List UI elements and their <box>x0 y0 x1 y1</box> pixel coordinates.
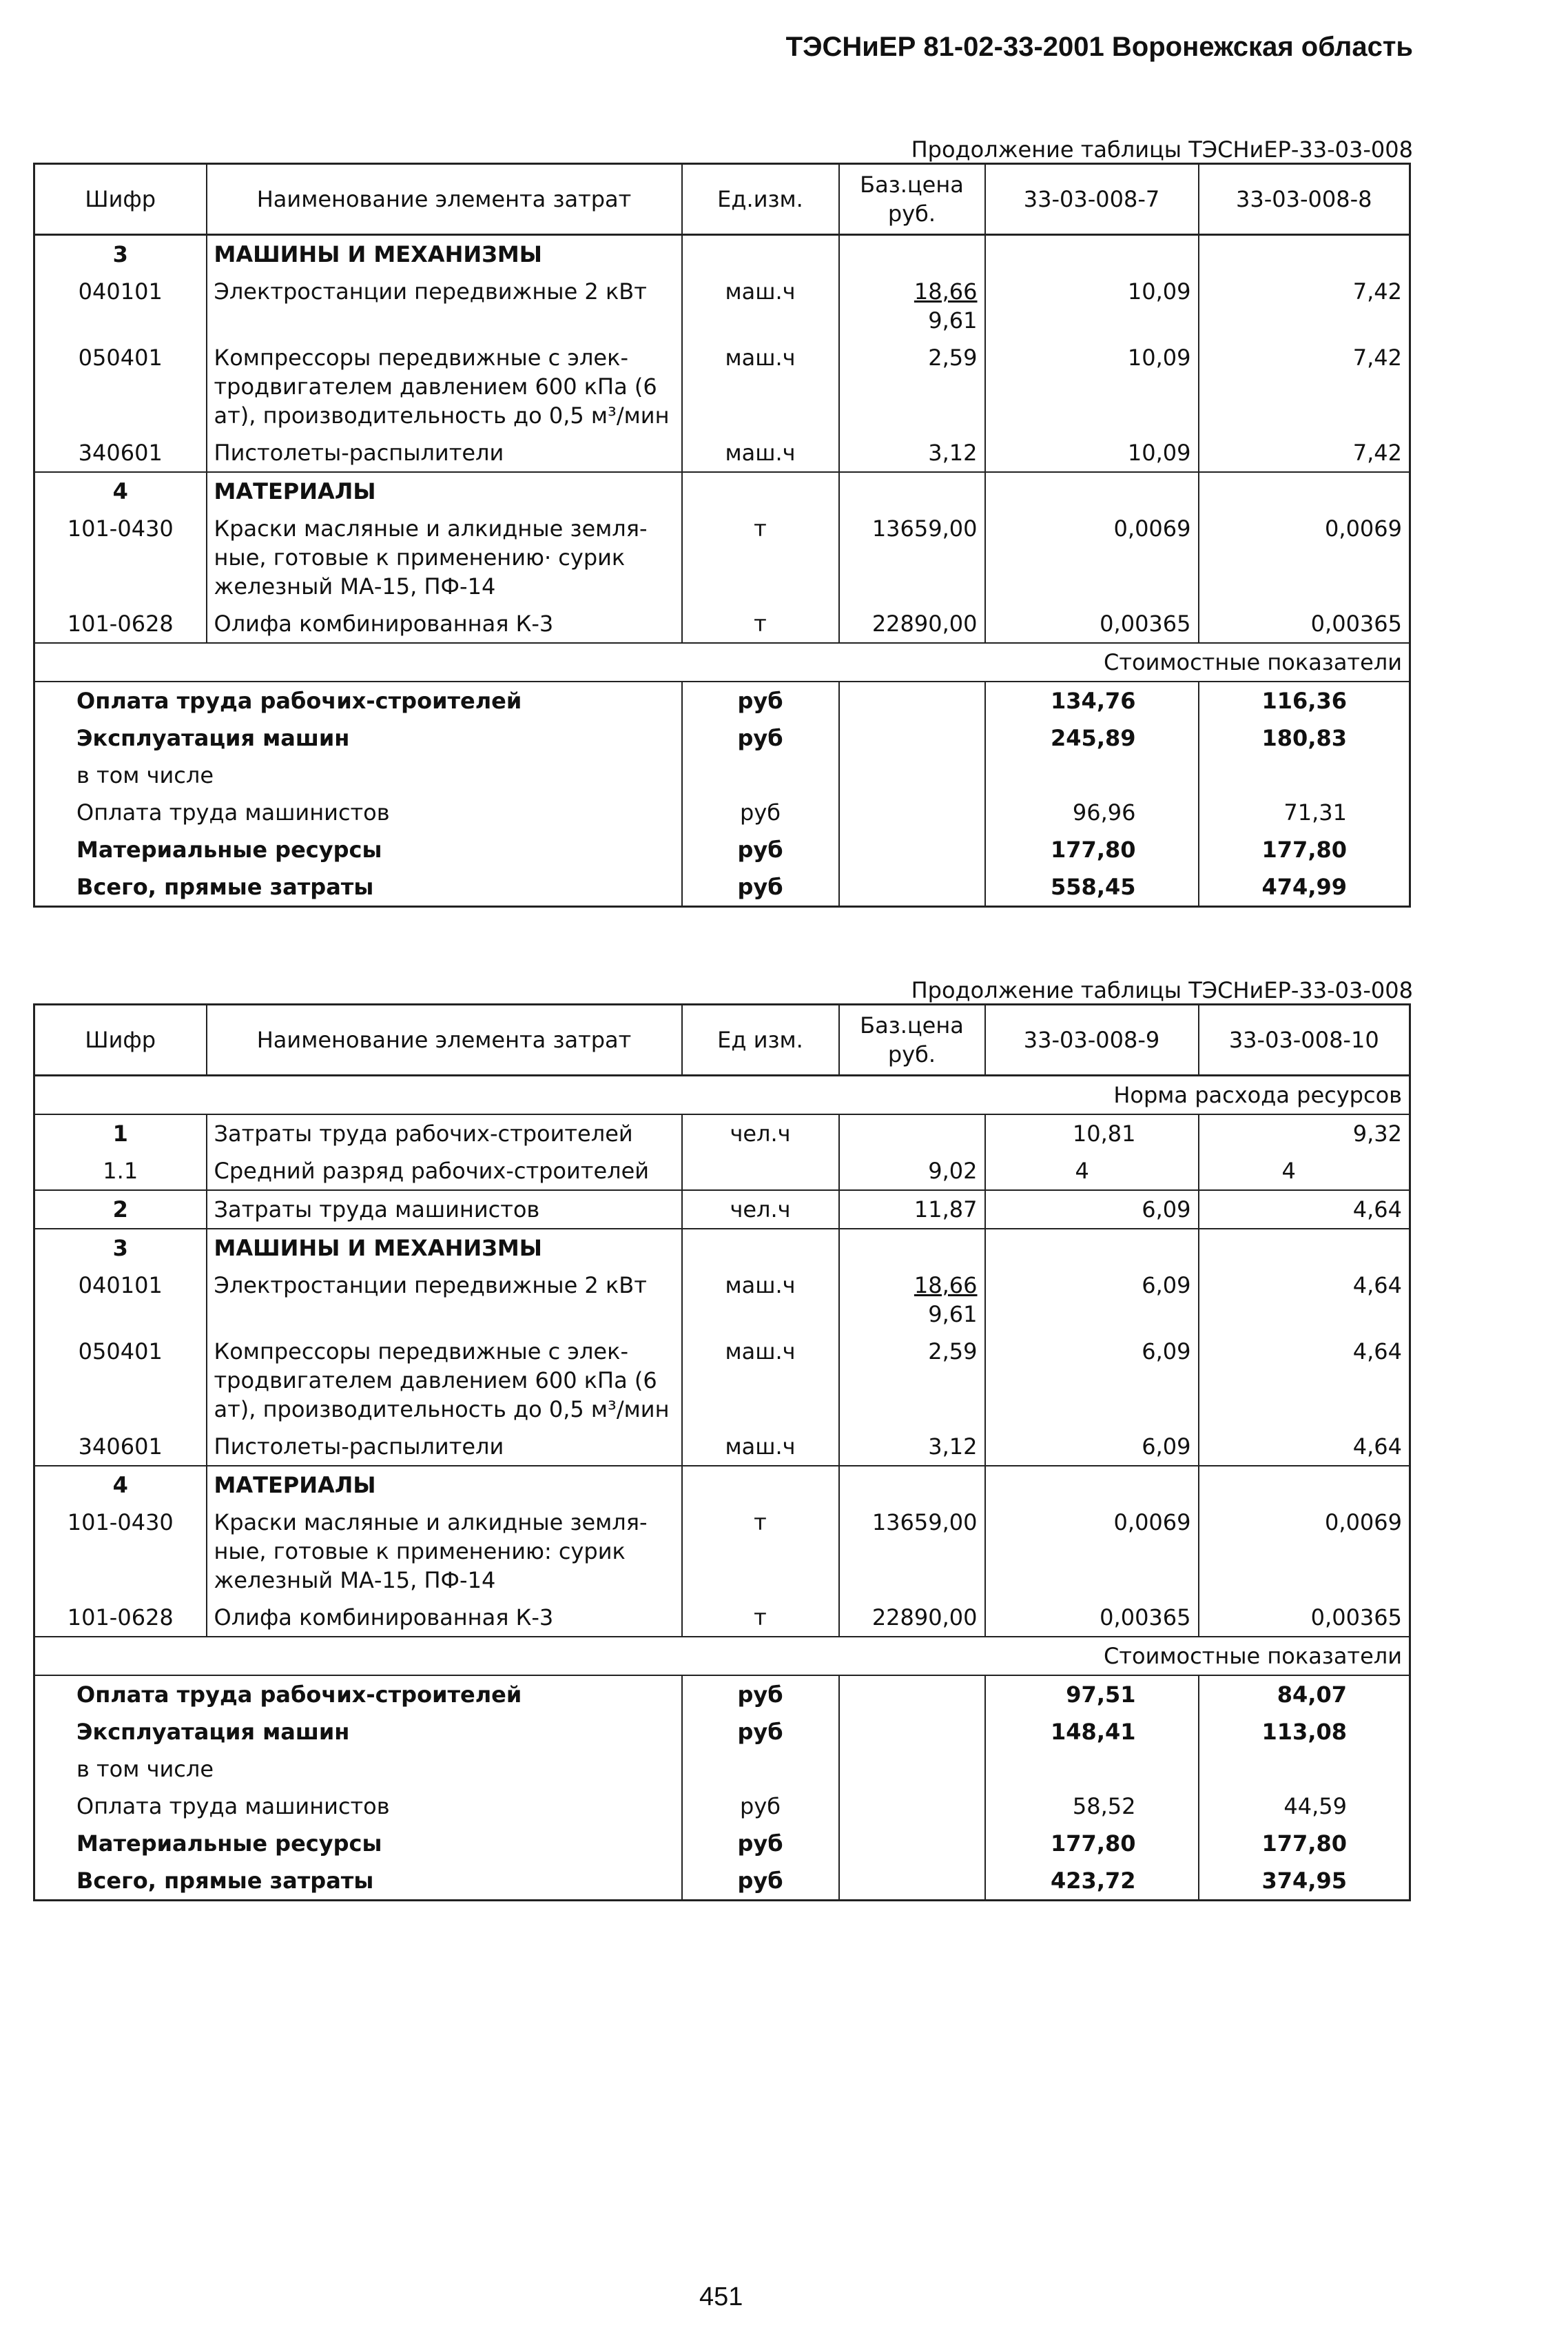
table-header-row <box>34 1005 1410 1076</box>
price-underlined: 18,66 <box>914 1272 978 1298</box>
cost-label: Эксплуатация машин <box>76 1719 350 1745</box>
cost-header: Стоимостные показатели <box>34 1637 1410 1675</box>
cost-header-row <box>34 1637 1410 1675</box>
row-price <box>839 1267 985 1333</box>
cost-label: Материальные ресурсы <box>76 837 382 863</box>
row-price: 2,59 <box>839 1333 985 1428</box>
row-norm-2: 4,64 <box>1199 1190 1410 1229</box>
row-norm-1: 6,09 <box>985 1333 1199 1428</box>
cost-row <box>34 1750 1410 1788</box>
col-header-price: Баз.цена руб. <box>839 164 985 235</box>
table-row <box>34 434 1410 472</box>
cost-row <box>34 1713 1410 1750</box>
row-code: 3 <box>112 241 128 267</box>
row-name: Затраты труда машинистов <box>207 1190 682 1229</box>
cost-value-2: 113,08 <box>1199 1713 1410 1750</box>
table-row <box>34 605 1410 643</box>
norm-header-row <box>34 1076 1410 1115</box>
row-price: 22890,00 <box>839 605 985 643</box>
table-row <box>34 510 1410 605</box>
cost-value-1: 134,76 <box>985 682 1199 719</box>
col-header-name: Наименование элемента затрат <box>207 1005 682 1076</box>
row-code: 2 <box>34 1190 207 1229</box>
col-header-norm-1: 33-03-008-9 <box>985 1005 1199 1076</box>
row-code: 040101 <box>78 1272 163 1298</box>
row-unit: чел.ч <box>682 1190 839 1229</box>
row-unit: маш.ч <box>682 273 839 339</box>
row-norm-2: 0,0069 <box>1199 510 1410 605</box>
table-header-row <box>34 164 1410 235</box>
row-name: Краски масляные и алкидные земля-ные, готовые к применению: сурик железный МА-15, ПФ-14 <box>207 1504 682 1599</box>
row-unit: чел.ч <box>682 1114 839 1152</box>
col-header-name: Наименование элемента затрат <box>207 164 682 235</box>
row-norm-1: 10,09 <box>985 434 1199 472</box>
table-row <box>34 1267 1410 1333</box>
row-unit: маш.ч <box>682 339 839 434</box>
row-unit: т <box>682 1599 839 1637</box>
table-row <box>34 1466 1410 1504</box>
row-norm-1: 0,00365 <box>985 1599 1199 1637</box>
cost-value-1: 245,89 <box>985 719 1199 757</box>
cost-label: Всего, прямые затраты <box>76 874 374 900</box>
cost-value-1: 58,52 <box>985 1788 1199 1825</box>
cost-value-2: 71,31 <box>1199 794 1410 831</box>
cost-label: Материальные ресурсы <box>76 1830 382 1857</box>
cost-header: Стоимостные показатели <box>34 643 1410 682</box>
row-norm-2: 0,0069 <box>1199 1504 1410 1599</box>
row-name: Электростанции передвижные 2 кВт <box>207 273 682 339</box>
table-row <box>34 1333 1410 1428</box>
cost-value-1: 558,45 <box>985 868 1199 907</box>
col-header-code: Шифр <box>34 164 207 235</box>
row-code: 4 <box>34 1466 207 1504</box>
row-name: Пистолеты-распылители <box>207 434 682 472</box>
row-name: Электростанции передвижные 2 кВт <box>207 1267 682 1333</box>
row-code: 040101 <box>78 278 163 305</box>
row-unit: т <box>682 1504 839 1599</box>
row-norm-1: 6,09 <box>985 1267 1199 1333</box>
row-unit: т <box>682 510 839 605</box>
row-name: Компрессоры передвижные с элек-тродвигателем давлением 600 кПа (6 ат), производительность до 0,5 м³/мин <box>207 1333 682 1428</box>
row-name: МАШИНЫ И МЕХАНИЗМЫ <box>207 1229 682 1267</box>
row-price: 22890,00 <box>839 1599 985 1637</box>
cost-value-1: 96,96 <box>985 794 1199 831</box>
row-code: 101-0430 <box>67 1509 174 1535</box>
row-unit: маш.ч <box>682 1428 839 1466</box>
cost-row <box>34 868 1410 907</box>
row-price <box>839 1114 985 1152</box>
cost-row <box>34 1788 1410 1825</box>
row-norm-2: 0,00365 <box>1199 605 1410 643</box>
cost-unit: руб <box>682 794 839 831</box>
cost-row <box>34 1862 1410 1901</box>
table-row <box>34 1114 1410 1152</box>
row-unit: маш.ч <box>682 1333 839 1428</box>
cost-value-1: 177,80 <box>985 831 1199 868</box>
cost-value-2: 177,80 <box>1199 1825 1410 1862</box>
cost-row <box>34 1675 1410 1713</box>
row-norm-2: 4 <box>1199 1152 1410 1190</box>
continuation-caption: Продолжение таблицы ТЭСНиЕР-33-03-008 <box>911 136 1413 163</box>
cost-row <box>34 794 1410 831</box>
cost-unit: руб <box>682 1675 839 1713</box>
cost-unit: руб <box>682 868 839 907</box>
row-price: 9,02 <box>839 1152 985 1190</box>
table-row <box>34 1599 1410 1637</box>
cost-value-2: 177,80 <box>1199 831 1410 868</box>
cost-header-row <box>34 643 1410 682</box>
row-code: 101-0430 <box>67 515 174 542</box>
row-price: 13659,00 <box>839 1504 985 1599</box>
cost-value-2: 374,95 <box>1199 1862 1410 1901</box>
col-header-price: Баз.цена руб. <box>839 1005 985 1076</box>
cost-value-2: 44,59 <box>1199 1788 1410 1825</box>
cost-row <box>34 757 1410 794</box>
cost-unit: руб <box>682 682 839 719</box>
cost-row <box>34 831 1410 868</box>
col-header-norm-2: 33-03-008-10 <box>1199 1005 1410 1076</box>
row-norm-2: 9,32 <box>1199 1114 1410 1152</box>
row-norm-2: 0,00365 <box>1199 1599 1410 1637</box>
row-code: 1 <box>112 1121 128 1147</box>
cost-unit: руб <box>682 831 839 868</box>
row-norm-1: 10,09 <box>985 273 1199 339</box>
row-norm-2: 4,64 <box>1199 1267 1410 1333</box>
cost-unit: руб <box>682 1788 839 1825</box>
page-number: 451 <box>699 2282 743 2311</box>
cost-value-2: 180,83 <box>1199 719 1410 757</box>
row-code: 050401 <box>78 345 163 371</box>
row-name: МАШИНЫ И МЕХАНИЗМЫ <box>207 235 682 274</box>
row-price: 3,12 <box>839 434 985 472</box>
row-unit: маш.ч <box>682 434 839 472</box>
cost-row <box>34 682 1410 719</box>
cost-row <box>34 719 1410 757</box>
norm-header: Норма расхода ресурсов <box>34 1076 1410 1115</box>
price-secondary: 9,61 <box>928 1301 978 1327</box>
cost-label: Всего, прямые затраты <box>76 1868 374 1894</box>
price-underlined: 18,66 <box>914 278 978 305</box>
row-code: 4 <box>34 472 207 510</box>
row-code: 050401 <box>78 1338 163 1364</box>
row-name: Средний разряд рабочих-строителей <box>207 1152 682 1190</box>
row-name: МАТЕРИАЛЫ <box>207 472 682 510</box>
cost-unit: руб <box>682 1713 839 1750</box>
row-price: 3,12 <box>839 1428 985 1466</box>
continuation-caption: Продолжение таблицы ТЭСНиЕР-33-03-008 <box>911 977 1413 1003</box>
cost-label: в том числе <box>76 762 214 788</box>
table-row <box>34 1190 1410 1229</box>
cost-value-1: 177,80 <box>985 1825 1199 1862</box>
cost-value-2: 84,07 <box>1199 1675 1410 1713</box>
cost-value-1: 97,51 <box>985 1675 1199 1713</box>
resource-table <box>33 163 1411 908</box>
price-secondary: 9,61 <box>928 307 978 334</box>
row-norm-1: 0,0069 <box>985 1504 1199 1599</box>
row-unit <box>682 1152 839 1190</box>
table-row <box>34 1504 1410 1599</box>
cost-unit: руб <box>682 1825 839 1862</box>
row-price: 11,87 <box>839 1190 985 1229</box>
cost-label: Оплата труда рабочих-строителей <box>34 682 682 719</box>
cost-label: Эксплуатация машин <box>76 725 350 751</box>
row-price: 13659,00 <box>839 510 985 605</box>
row-norm-2: 7,42 <box>1199 434 1410 472</box>
row-code: 340601 <box>78 440 163 466</box>
table-row <box>34 235 1410 274</box>
row-name: МАТЕРИАЛЫ <box>207 1466 682 1504</box>
cost-unit: руб <box>682 719 839 757</box>
document-header: ТЭСНиЕР 81-02-33-2001 Воронежская область <box>785 32 1413 62</box>
col-header-norm-1: 33-03-008-7 <box>985 164 1199 235</box>
row-norm-1: 4 <box>985 1152 1199 1190</box>
row-price <box>839 273 985 339</box>
row-norm-2: 7,42 <box>1199 273 1410 339</box>
row-name: Компрессоры передвижные с элек-тродвигателем давлением 600 кПа (6 ат), производительность до 0,5 м³/мин <box>207 339 682 434</box>
cost-value-2: 116,36 <box>1199 682 1410 719</box>
cost-label: Оплата труда машинистов <box>76 799 390 826</box>
row-name: Затраты труда рабочих-строителей <box>207 1114 682 1152</box>
row-unit: маш.ч <box>682 1267 839 1333</box>
row-name: Краски масляные и алкидные земля-ные, готовые к применению· сурик железный МА-15, ПФ-14 <box>207 510 682 605</box>
row-price: 2,59 <box>839 339 985 434</box>
table-row <box>34 1229 1410 1267</box>
col-header-norm-2: 33-03-008-8 <box>1199 164 1410 235</box>
table-row <box>34 1428 1410 1466</box>
cost-label: Оплата труда машинистов <box>76 1793 390 1819</box>
resource-table <box>33 1003 1411 1901</box>
table-row <box>34 472 1410 510</box>
row-norm-1: 6,09 <box>985 1428 1199 1466</box>
cost-unit: руб <box>682 1862 839 1901</box>
row-name: Пистолеты-распылители <box>207 1428 682 1466</box>
row-norm-2: 7,42 <box>1199 339 1410 434</box>
row-code: 101-0628 <box>67 1604 174 1630</box>
col-header-unit: Ед изм. <box>682 1005 839 1076</box>
row-norm-2: 4,64 <box>1199 1428 1410 1466</box>
row-name: Олифа комбинированная К-3 <box>207 1599 682 1637</box>
row-norm-1: 6,09 <box>985 1190 1199 1229</box>
row-code: 101-0628 <box>67 611 174 637</box>
table-row <box>34 339 1410 434</box>
row-norm-1: 10,09 <box>985 339 1199 434</box>
table-row <box>34 1152 1410 1190</box>
cost-value-1: 423,72 <box>985 1862 1199 1901</box>
row-norm-1: 0,0069 <box>985 510 1199 605</box>
row-code: 3 <box>34 1229 207 1267</box>
cost-label: Оплата труда рабочих-строителей <box>34 1675 682 1713</box>
cost-row <box>34 1825 1410 1862</box>
row-norm-1: 10,81 <box>985 1114 1199 1152</box>
row-code: 1.1 <box>103 1158 138 1184</box>
row-unit: т <box>682 605 839 643</box>
row-code: 340601 <box>78 1433 163 1460</box>
table-row <box>34 273 1410 339</box>
row-norm-2: 4,64 <box>1199 1333 1410 1428</box>
cost-value-2: 474,99 <box>1199 868 1410 907</box>
row-norm-1: 0,00365 <box>985 605 1199 643</box>
col-header-unit: Ед.изм. <box>682 164 839 235</box>
col-header-code: Шифр <box>34 1005 207 1076</box>
row-name: Олифа комбинированная К-3 <box>207 605 682 643</box>
cost-label: в том числе <box>76 1756 214 1782</box>
cost-value-1: 148,41 <box>985 1713 1199 1750</box>
